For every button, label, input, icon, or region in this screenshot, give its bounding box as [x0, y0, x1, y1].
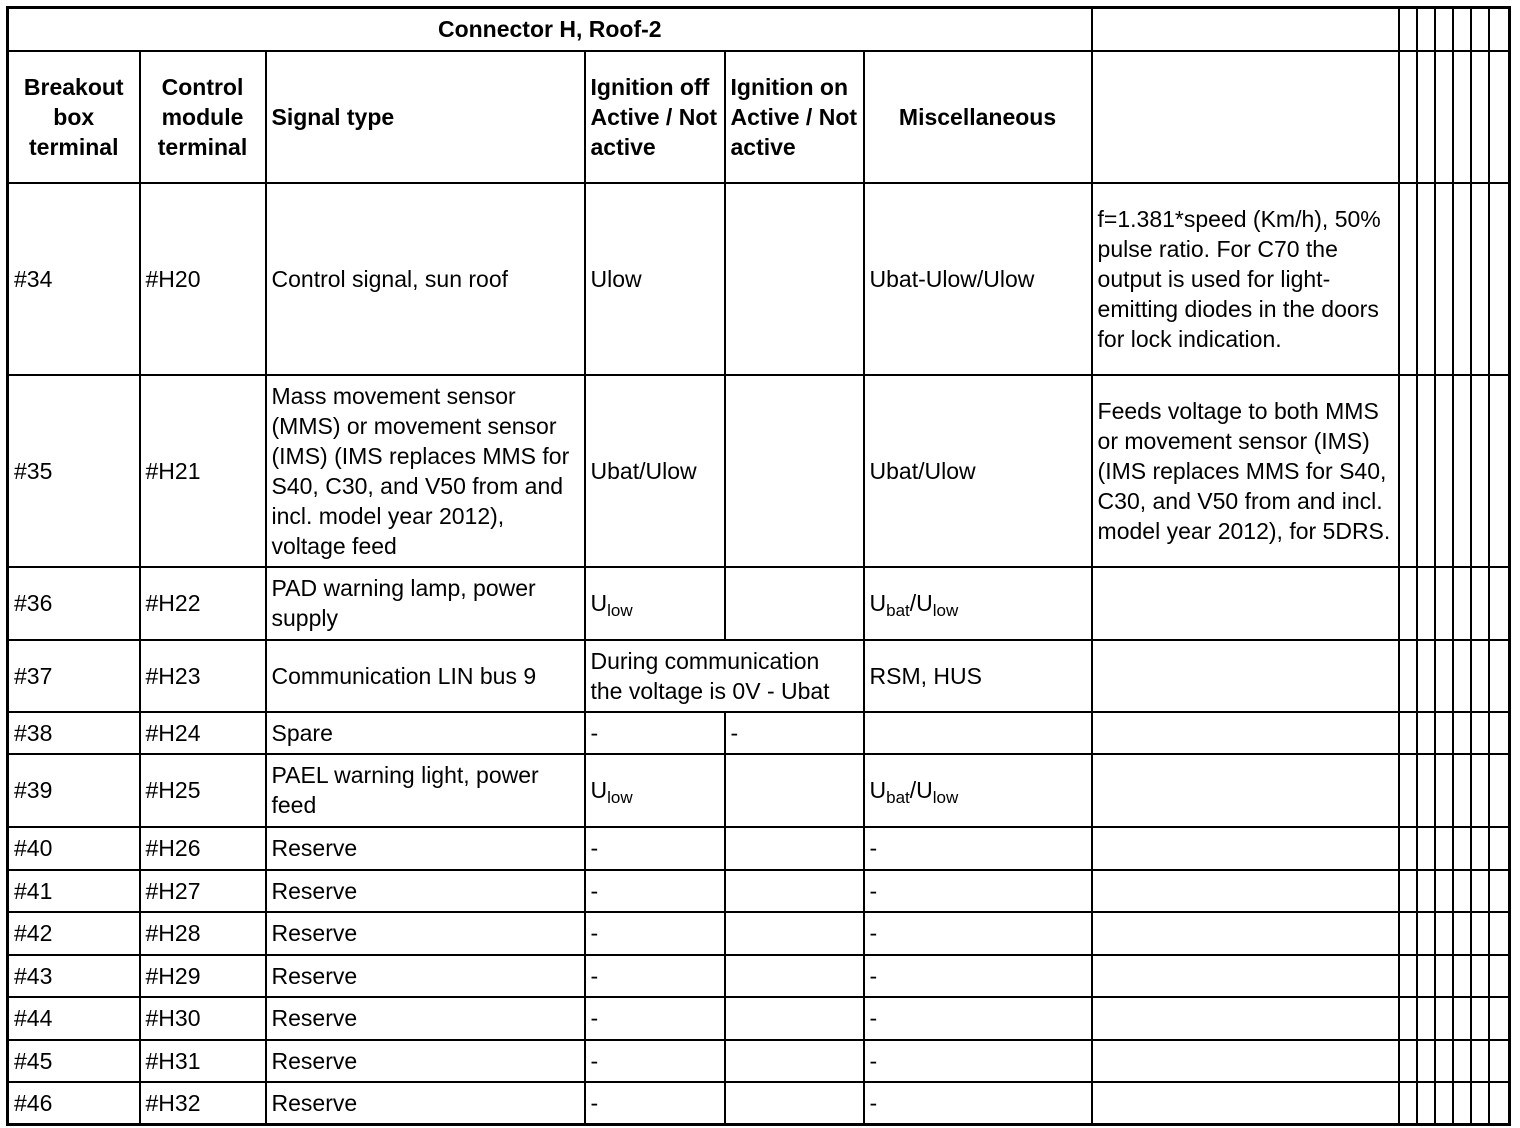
strip-cell [1471, 183, 1489, 375]
notes-cell [1092, 1040, 1399, 1082]
breakout-cell: #45 [8, 1040, 140, 1082]
ign-off-cell: - [585, 912, 725, 955]
signal-cell: Reserve [266, 1082, 585, 1125]
signal-cell: Communication LIN bus 9 [266, 640, 585, 712]
strip-cell [1471, 827, 1489, 870]
strip-cell [1489, 1040, 1510, 1082]
strip-cell [1453, 712, 1471, 754]
strip-cell [1453, 754, 1471, 827]
ign-off-cell: - [585, 712, 725, 754]
ign-on-cell: - [725, 712, 864, 754]
strip-cell [1453, 870, 1471, 912]
strip-cell [1399, 1082, 1417, 1125]
signal-cell: Reserve [266, 1040, 585, 1082]
ign-on-cell [725, 183, 864, 375]
strip-cell [1453, 1040, 1471, 1082]
control-cell: #H31 [140, 1040, 266, 1082]
breakout-cell: #37 [8, 640, 140, 712]
strip-cell [1489, 955, 1510, 997]
strip-cell [1435, 870, 1453, 912]
breakout-cell: #35 [8, 375, 140, 567]
strip-cell [1435, 375, 1453, 567]
control-cell: #H21 [140, 375, 266, 567]
strip-cell [1417, 870, 1435, 912]
strip-cell [1435, 955, 1453, 997]
header-ignition-on: Ignition on Active / Not active [725, 51, 864, 183]
strip-cell [1489, 375, 1510, 567]
ign-off-cell: - [585, 1082, 725, 1125]
strip-cell [1435, 51, 1453, 183]
strip-cell [1417, 712, 1435, 754]
signal-cell: Reserve [266, 912, 585, 955]
breakout-cell: #39 [8, 754, 140, 827]
control-cell: #H28 [140, 912, 266, 955]
signal-cell: Control signal, sun roof [266, 183, 585, 375]
misc-cell: $U_{bat}/U_{low}$ [864, 754, 1092, 827]
notes-cell [1092, 827, 1399, 870]
strip-cell [1399, 8, 1417, 51]
misc-cell [864, 712, 1092, 754]
notes-cell [1092, 1082, 1399, 1125]
notes-cell [1092, 912, 1399, 955]
strip-cell [1489, 712, 1510, 754]
ign-on-cell [725, 754, 864, 827]
strip-cell [1471, 375, 1489, 567]
control-cell: #H30 [140, 997, 266, 1040]
strip-cell [1417, 827, 1435, 870]
misc-cell: $U_{bat}/U_{low}$ [864, 567, 1092, 640]
table-row [8, 375, 1510, 567]
strip-cell [1489, 640, 1510, 712]
strip-cell [1399, 640, 1417, 712]
ign-off-cell: Ubat/Ulow [585, 375, 725, 567]
table-row [8, 754, 1510, 827]
signal-cell: Reserve [266, 827, 585, 870]
strip-cell [1399, 827, 1417, 870]
signal-cell: Reserve [266, 955, 585, 997]
ign-on-cell [725, 827, 864, 870]
strip-cell [1435, 1082, 1453, 1125]
strip-cell [1399, 955, 1417, 997]
strip-cell [1435, 997, 1453, 1040]
strip-cell [1453, 997, 1471, 1040]
ign-off-cell: Ulow [585, 183, 725, 375]
strip-cell [1435, 567, 1453, 640]
control-cell: #H25 [140, 754, 266, 827]
table-row [8, 183, 1510, 375]
ignition-merged-cell: During communication the voltage is 0V - Ubat [585, 640, 864, 712]
control-cell: #H23 [140, 640, 266, 712]
strip-cell [1489, 1082, 1510, 1125]
strip-cell [1471, 997, 1489, 1040]
strip-cell [1435, 640, 1453, 712]
header-row [8, 51, 1510, 183]
misc-cell: - [864, 827, 1092, 870]
table-row [8, 712, 1510, 754]
notes-cell [1092, 997, 1399, 1040]
strip-cell [1399, 375, 1417, 567]
strip-cell [1417, 997, 1435, 1040]
table-row [8, 1040, 1510, 1082]
control-cell: #H29 [140, 955, 266, 997]
ign-off-cell: - [585, 997, 725, 1040]
strip-cell [1453, 827, 1471, 870]
strip-cell [1471, 1082, 1489, 1125]
strip-cell [1399, 712, 1417, 754]
strip-cell [1435, 1040, 1453, 1082]
strip-cell [1417, 912, 1435, 955]
control-cell: #H22 [140, 567, 266, 640]
ign-off-cell: - [585, 1040, 725, 1082]
breakout-cell: #46 [8, 1082, 140, 1125]
ign-on-cell [725, 567, 864, 640]
notes-cell [1092, 567, 1399, 640]
header-notes [1092, 51, 1399, 183]
ign-on-cell [725, 955, 864, 997]
strip-cell [1399, 912, 1417, 955]
strip-cell [1471, 870, 1489, 912]
strip-cell [1435, 827, 1453, 870]
breakout-cell: #40 [8, 827, 140, 870]
ign-on-cell [725, 997, 864, 1040]
ign-on-cell [725, 912, 864, 955]
strip-cell [1399, 51, 1417, 183]
strip-cell [1435, 183, 1453, 375]
strip-cell [1417, 640, 1435, 712]
control-cell: #H32 [140, 1082, 266, 1125]
breakout-cell: #38 [8, 712, 140, 754]
breakout-cell: #36 [8, 567, 140, 640]
strip-cell [1417, 1082, 1435, 1125]
misc-cell: - [864, 997, 1092, 1040]
strip-cell [1417, 375, 1435, 567]
strip-cell [1453, 8, 1471, 51]
breakout-cell: #44 [8, 997, 140, 1040]
strip-cell [1417, 51, 1435, 183]
strip-cell [1435, 754, 1453, 827]
misc-cell: RSM, HUS [864, 640, 1092, 712]
notes-cell [1092, 955, 1399, 997]
connector-table [6, 6, 1511, 1126]
notes-cell [1092, 754, 1399, 827]
ign-off-cell: $U_{low}$ [585, 567, 725, 640]
misc-cell: - [864, 912, 1092, 955]
table-row [8, 955, 1510, 997]
strip-cell [1453, 567, 1471, 640]
strip-cell [1435, 712, 1453, 754]
notes-cell [1092, 870, 1399, 912]
strip-cell [1453, 375, 1471, 567]
strip-cell [1399, 870, 1417, 912]
header-misc: Miscellaneous [864, 51, 1092, 183]
strip-cell [1489, 827, 1510, 870]
breakout-cell: #43 [8, 955, 140, 997]
control-cell: #H27 [140, 870, 266, 912]
ign-on-cell [725, 375, 864, 567]
table-row [8, 997, 1510, 1040]
strip-cell [1399, 183, 1417, 375]
strip-cell [1471, 754, 1489, 827]
signal-cell: Mass movement sensor (MMS) or movement sensor (IMS) (IMS replaces MMS for S40, C30, and V50 from and incl. model year 2012), voltage feed [266, 375, 585, 567]
signal-cell: PAEL warning light, power feed [266, 754, 585, 827]
strip-cell [1471, 712, 1489, 754]
strip-cell [1399, 997, 1417, 1040]
strip-cell [1453, 640, 1471, 712]
notes-cell [1092, 712, 1399, 754]
table-row [8, 912, 1510, 955]
strip-cell [1471, 640, 1489, 712]
strip-cell [1489, 8, 1510, 51]
strip-cell [1435, 912, 1453, 955]
misc-cell: - [864, 955, 1092, 997]
misc-cell: - [864, 1040, 1092, 1082]
breakout-cell: #34 [8, 183, 140, 375]
strip-cell [1435, 8, 1453, 51]
misc-cell: - [864, 870, 1092, 912]
header-ignition-off: Ignition off Active / Not active [585, 51, 725, 183]
notes-cell: Feeds voltage to both MMS or movement sensor (IMS) (IMS replaces MMS for S40, C30, and V50 from and incl. model year 2012), for 5DRS. [1092, 375, 1399, 567]
strip-cell [1417, 955, 1435, 997]
signal-cell: PAD warning lamp, power supply [266, 567, 585, 640]
strip-cell [1471, 955, 1489, 997]
breakout-cell: #41 [8, 870, 140, 912]
ign-on-cell [725, 870, 864, 912]
table-row [8, 827, 1510, 870]
table-row [8, 567, 1510, 640]
strip-cell [1399, 754, 1417, 827]
strip-cell [1471, 912, 1489, 955]
strip-cell [1453, 51, 1471, 183]
strip-cell [1471, 1040, 1489, 1082]
strip-cell [1453, 183, 1471, 375]
strip-cell [1489, 997, 1510, 1040]
strip-cell [1471, 8, 1489, 51]
table-row [8, 640, 1510, 712]
ign-off-cell: - [585, 955, 725, 997]
signal-cell: Reserve [266, 997, 585, 1040]
misc-cell: Ubat/Ulow [864, 375, 1092, 567]
strip-cell [1453, 955, 1471, 997]
strip-cell [1417, 754, 1435, 827]
strip-cell [1417, 567, 1435, 640]
strip-cell [1471, 51, 1489, 183]
table-title: Connector H, Roof-2 [8, 8, 1092, 51]
notes-header-cell [1092, 8, 1399, 51]
strip-cell [1417, 183, 1435, 375]
ign-off-cell: $U_{low}$ [585, 754, 725, 827]
strip-cell [1489, 754, 1510, 827]
title-row [8, 8, 1510, 51]
table-row [8, 1082, 1510, 1125]
strip-cell [1417, 1040, 1435, 1082]
strip-cell [1453, 912, 1471, 955]
control-cell: #H26 [140, 827, 266, 870]
strip-cell [1489, 183, 1510, 375]
strip-cell [1489, 567, 1510, 640]
misc-cell: - [864, 1082, 1092, 1125]
ign-off-cell: - [585, 827, 725, 870]
strip-cell [1471, 567, 1489, 640]
strip-cell [1453, 1082, 1471, 1125]
strip-cell [1399, 1040, 1417, 1082]
ign-off-cell: - [585, 870, 725, 912]
strip-cell [1489, 51, 1510, 183]
breakout-cell: #42 [8, 912, 140, 955]
notes-cell: f=1.381*speed (Km/h), 50% pulse ratio. For C70 the output is used for light-emitting diodes in the doors for lock indication. [1092, 183, 1399, 375]
control-cell: #H20 [140, 183, 266, 375]
misc-cell: Ubat-Ulow/Ulow [864, 183, 1092, 375]
signal-cell: Reserve [266, 870, 585, 912]
table-row [8, 870, 1510, 912]
strip-cell [1489, 870, 1510, 912]
header-signal: Signal type [266, 51, 585, 183]
control-cell: #H24 [140, 712, 266, 754]
header-control: Control module terminal [140, 51, 266, 183]
signal-cell: Spare [266, 712, 585, 754]
notes-cell [1092, 640, 1399, 712]
ign-on-cell [725, 1082, 864, 1125]
strip-cell [1417, 8, 1435, 51]
ign-on-cell [725, 1040, 864, 1082]
header-breakout: Breakout box terminal [8, 51, 140, 183]
strip-cell [1489, 912, 1510, 955]
strip-cell [1399, 567, 1417, 640]
